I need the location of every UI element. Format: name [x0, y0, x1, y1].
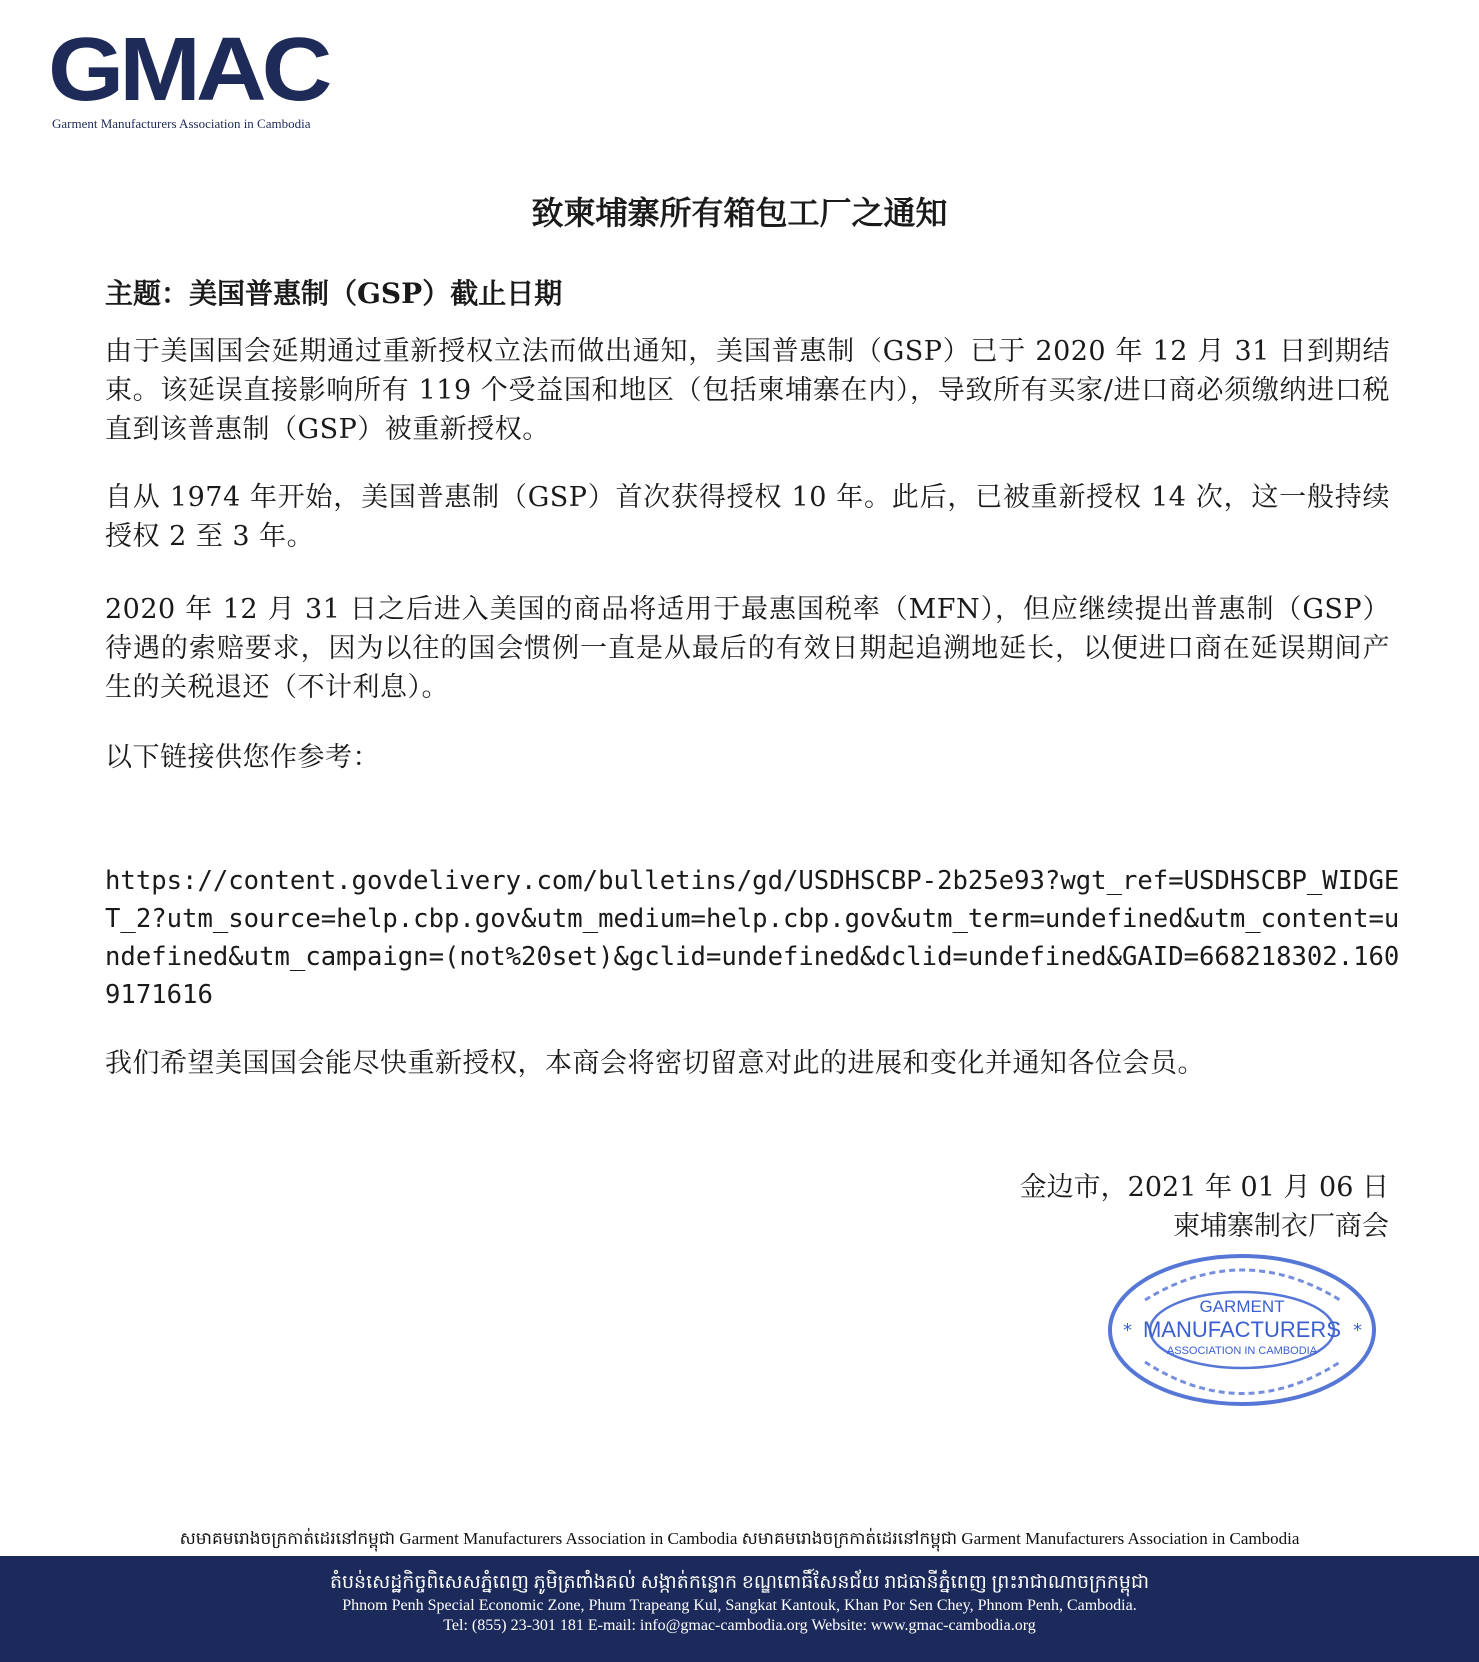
paragraph-1: 由于美国国会延期通过重新授权立法而做出通知，美国普惠制（GSP）已于 2020 年 12 月 31 日到期结束。该延误直接影响所有 119 个受益国和地区（包括柬埔寨在内），导致所有买家/进口商必须缴纳进口税直到该普惠制（GSP）被重新授权。 [105, 336, 1390, 445]
footer-association-line: សមាគមរោងចក្រកាត់ដេរនៅកម្ពុជា Garment Manufacturers Association in Cambodia សមាគមរោងចក្រកាត់ដេរនៅកម្ពុជា Garment Manufacturers Association in Cambodia [179, 1529, 1300, 1548]
footer-band [0, 1556, 1479, 1662]
paragraph-3: 2020 年 12 月 31 日之后进入美国的商品将适用于最惠国税率（MFN），但应继续提出普惠制（GSP）待遇的索赔要求，因为以往的国会惯例一直是从最后的有效日期起追溯地延长，以便进口商在延误期间产生的关税退还（不计利息）。 [105, 594, 1390, 703]
stamp-text-1: GARMENT [1199, 1297, 1285, 1316]
logo-subtitle: Garment Manufacturers Association in Cambodia [52, 116, 311, 131]
svg-text:*: * [1123, 1320, 1132, 1341]
signature-block [1020, 1168, 1389, 1246]
signature-org: 柬埔寨制衣厂商会 [1173, 1211, 1389, 1242]
association-stamp-icon [1105, 1250, 1380, 1410]
document-title: 致柬埔寨所有箱包工厂之通知 [531, 194, 948, 232]
subject-line: 主题：美国普惠制（GSP）截止日期 [105, 277, 563, 310]
paragraph-5: 我们希望美国国会能尽快重新授权，本商会将密切留意对此的进展和变化并通知各位会员。 [105, 1048, 1205, 1079]
footer-contact: Tel: (855) 23-301 181 E-mail: info@gmac-cambodia.org Website: www.gmac-cambodia.org [443, 1617, 1036, 1634]
paragraph-4: 以下链接供您作参考： [105, 742, 380, 773]
logo-mark: GMAC [48, 18, 328, 120]
signature-date: 金边市，2021 年 01 月 06 日 [1019, 1172, 1389, 1203]
footer-address-km: តំបន់សេដ្ឋកិច្ចពិសេសភ្នំពេញ ភូមិត្រពាំងគល់ សង្កាត់កន្ទោក ខណ្ឌពោធិ៍សែនជ័យ រាជធានីភ្នំពេញ ព្រះរាជាណាចក្រកម្ពុជា [329, 1572, 1150, 1593]
reference-url[interactable]: https://content.govdelivery.com/bulletins/gd/USDHSCBP-2b25e93?wgt_ref=USDHSCBP_WIDGET_2?utm_source=help.cbp.gov&utm_medium=help.cbp.gov&utm_term=undefined&utm_content=undefined&utm_campaign=(not%20set)&gclid=undefined&dclid=undefined&GAID=668218302.1609171616 [105, 866, 1400, 1010]
footer-address-en: Phnom Penh Special Economic Zone, Phum Trapeang Kul, Sangkat Kantouk, Khan Por Sen Chey, Phnom Penh, Cambodia. [342, 1597, 1137, 1614]
stamp-text-3: ASSOCIATION IN CAMBODIA [1166, 1345, 1318, 1357]
gmac-logo [48, 18, 338, 132]
svg-text:*: * [1353, 1320, 1362, 1341]
paragraph-2: 自从 1974 年开始，美国普惠制（GSP）首次获得授权 10 年。此后，已被重新授权 14 次，这一般持续授权 2 至 3 年。 [105, 482, 1390, 552]
stamp-text-2: MANUFACTURERS [1142, 1317, 1342, 1342]
